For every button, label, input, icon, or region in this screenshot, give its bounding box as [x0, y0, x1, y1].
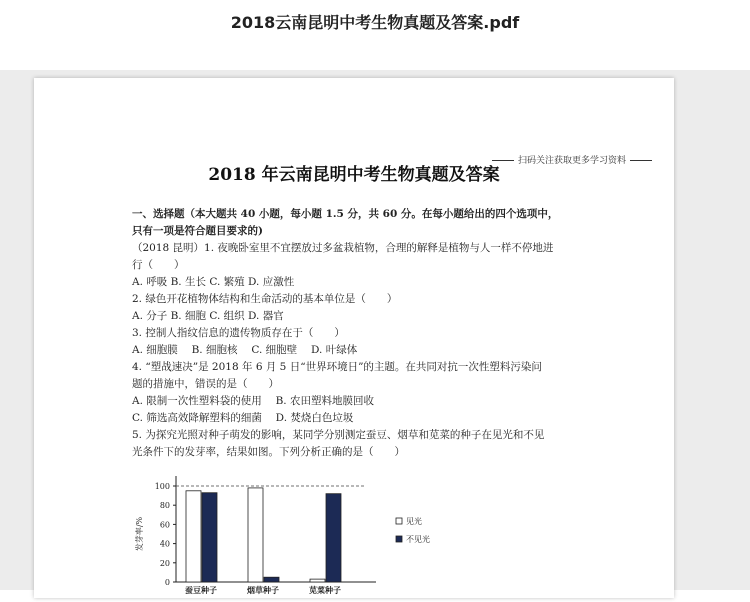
x-category-label: 蚕豆种子: [185, 585, 217, 595]
y-tick-label: 20: [159, 558, 170, 568]
y-tick-label: 60: [159, 520, 170, 530]
bar-dark: [202, 493, 217, 582]
viewer-title-bar: [0, 0, 750, 70]
legend-label: 不见光: [406, 535, 430, 544]
bar-dark: [326, 494, 341, 582]
section-heading-line1: 一、选择题（本大题共 40 小题，每小题 1.5 分，共 60 分。在每小题给出的四个选项中，: [132, 208, 559, 220]
y-axis-label: 发芽率/%: [135, 516, 144, 552]
question-2: 2. 绿色开花植物体结构和生命活动的基本单位是（ ）: [132, 293, 398, 305]
question-3: 3. 控制人指纹信息的遗传物质存在于（ ）: [132, 327, 345, 339]
bar-light: [248, 488, 263, 582]
file-name: 2018云南昆明中考生物真题及答案.pdf: [230, 13, 520, 32]
promo-text: 扫码关注获取更多学习资料: [517, 156, 626, 166]
question-5-line2: 光条件下的发芽率，结果如图。下列分析正确的是（ ）: [132, 446, 405, 458]
y-tick-label: 100: [154, 482, 170, 491]
document-title: 2018 年云南昆明中考生物真题及答案: [208, 165, 500, 185]
question-4-line1: 4. “塑战速决”是 2018 年 6 月 5 日“世界环境日”的主题。在共同对抗一次性塑料污染问: [132, 361, 542, 373]
germination-bar-chart: [136, 472, 456, 602]
question-2-options: A. 分子 B. 细胞 C. 组织 D. 器官: [132, 310, 284, 322]
question-5-line1: 5. 为探究光照对种子萌发的影响，某同学分别测定蚕豆、烟草和苋菜的种子在见光和不见: [132, 429, 545, 441]
question-4-options-1: A. 限制一次性塑料袋的使用 B. 农田塑料地膜回收: [132, 395, 374, 407]
y-tick-label: 40: [159, 539, 170, 549]
question-body: [132, 206, 582, 461]
section-heading-line2: 只有一项是符合题目要求的): [132, 225, 263, 237]
bar-light: [186, 491, 201, 582]
question-4-options-2: C. 筛选高效降解塑料的细菌 D. 焚烧白色垃圾: [132, 412, 354, 424]
legend-swatch: [396, 536, 402, 542]
question-4-line2: 题的措施中，错误的是（ ）: [132, 378, 279, 390]
pdf-page: [34, 78, 674, 598]
x-category-label: 苋菜种子: [309, 585, 341, 595]
legend-swatch: [396, 518, 402, 524]
x-category-label: 烟草种子: [247, 585, 279, 595]
legend-label: 见光: [406, 517, 422, 526]
question-1-line1: （2018 昆明）1. 夜晚卧室里不宜摆放过多盆栽植物，合理的解释是植物与人一样不停地进: [132, 242, 554, 254]
question-1-line2: 行（ ）: [132, 259, 185, 271]
question-1-options: A. 呼吸 B. 生长 C. 繁殖 D. 应激性: [132, 276, 295, 288]
question-3-options: A. 细胞膜 B. 细胞核 C. 细胞壁 D. 叶绿体: [132, 344, 358, 356]
y-tick-label: 0: [164, 578, 170, 587]
y-tick-label: 80: [159, 501, 170, 511]
bar-dark: [264, 577, 279, 582]
bar-light: [310, 579, 325, 582]
